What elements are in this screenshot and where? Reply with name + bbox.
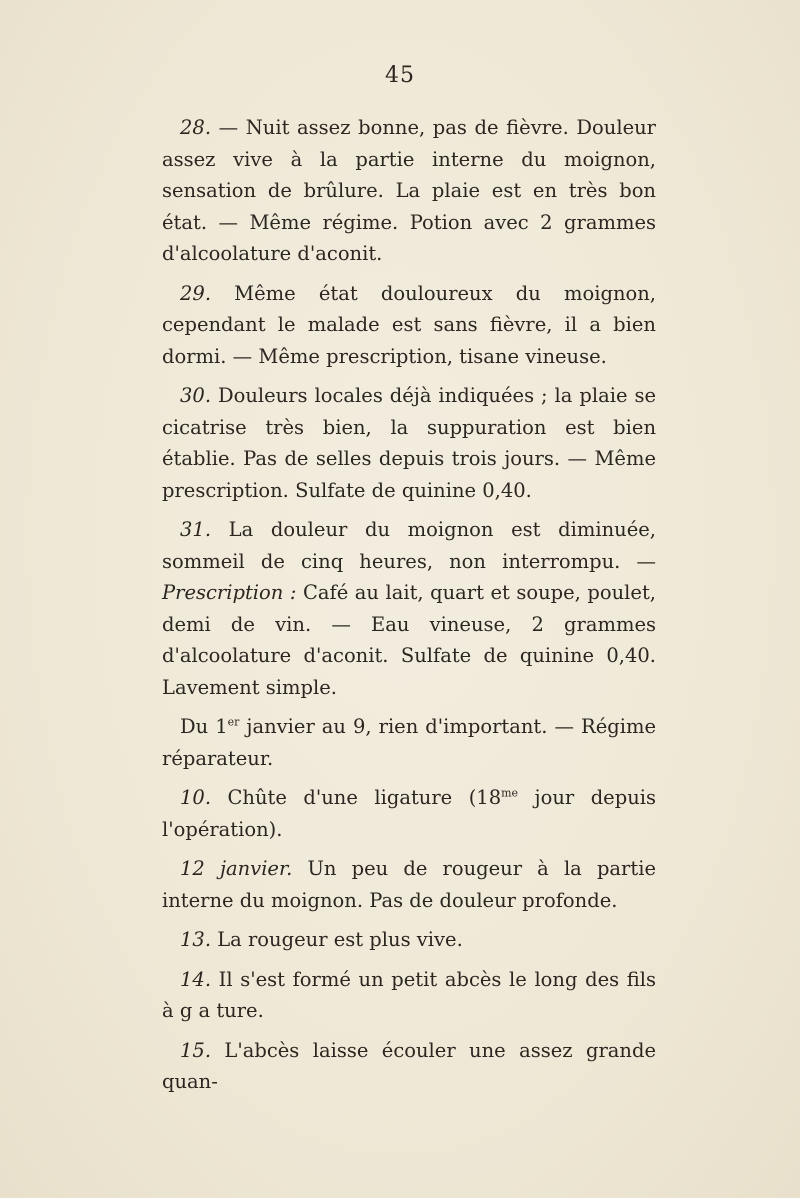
paragraph-29	[162, 278, 656, 373]
entry-date: 12 janvier.	[180, 857, 293, 880]
entry-date: 29.	[180, 281, 212, 305]
paragraph-13	[162, 924, 656, 956]
entry-date: 10.	[180, 786, 212, 809]
entry-text: La rougeur est plus vive.	[211, 928, 463, 951]
paragraph-31	[162, 514, 656, 703]
entry-text: Un peu de rougeur à la partie interne du moignon. Pas de douleur profonde.	[162, 857, 656, 912]
paragraph-14	[162, 964, 656, 1027]
entry-text: Chûte d'une ligature (18	[211, 786, 502, 809]
entry-text: — Nuit assez bonne, pas de fièvre. Douleur assez vive à la partie interne du moignon, sensation de brûlure. La plaie est en très bon état. — Même régime. Potion avec 2 grammes d'alcoolature d'aconit.	[162, 116, 656, 265]
entry-text: La douleur du moignon est diminuée, sommeil de cinq heures, non interrompu. —	[162, 518, 656, 573]
entry-date: 30.	[180, 384, 212, 407]
entry-text: Même état douloureux du moignon, cependant le malade est sans fièvre, il a bien dormi. — Même prescription, tisane vineuse.	[162, 281, 656, 368]
entry-date: 31.	[180, 518, 212, 541]
paragraph-10	[162, 782, 656, 845]
entry-date: 13.	[180, 928, 212, 951]
entry-text: L'abcès laisse écouler une assez grande quan-	[162, 1038, 656, 1093]
paragraph-28	[162, 112, 656, 270]
entry-text-continued: jour depuis l'opération).	[162, 786, 656, 841]
paragraph-15	[162, 1035, 656, 1098]
page-number: 45	[385, 63, 415, 88]
body-text	[162, 112, 656, 1106]
prescription-label: Prescription :	[162, 581, 297, 604]
paragraph-30	[162, 380, 656, 506]
entry-text: Il s'est formé un petit abcès le long des fils à g a ture.	[162, 967, 656, 1022]
entry-lead: Du 1	[180, 715, 228, 738]
paragraph-janvier-1-9	[162, 711, 656, 774]
entry-date: 15.	[180, 1038, 212, 1062]
paragraph-12	[162, 853, 656, 916]
entry-text-continued: Café au lait, quart et soupe, poulet, demi de vin. — Eau vineuse, 2 grammes d'alcoolature d'aconit. Sulfate de quinine 0,40. Lavement simple.	[162, 581, 656, 699]
entry-date: 28.	[180, 116, 212, 139]
entry-date: 14.	[180, 967, 212, 991]
ordinal-superscript: er	[227, 715, 240, 729]
ordinal-superscript: me	[501, 786, 519, 800]
entry-text: Douleurs locales déjà indiquées ; la plaie se cicatrise très bien, la suppuration est bien établie. Pas de selles depuis trois jours. — Même prescription. Sulfate de quinine 0,40.	[162, 384, 656, 502]
entry-text: janvier au 9, rien d'important. — Régime réparateur.	[162, 715, 656, 770]
